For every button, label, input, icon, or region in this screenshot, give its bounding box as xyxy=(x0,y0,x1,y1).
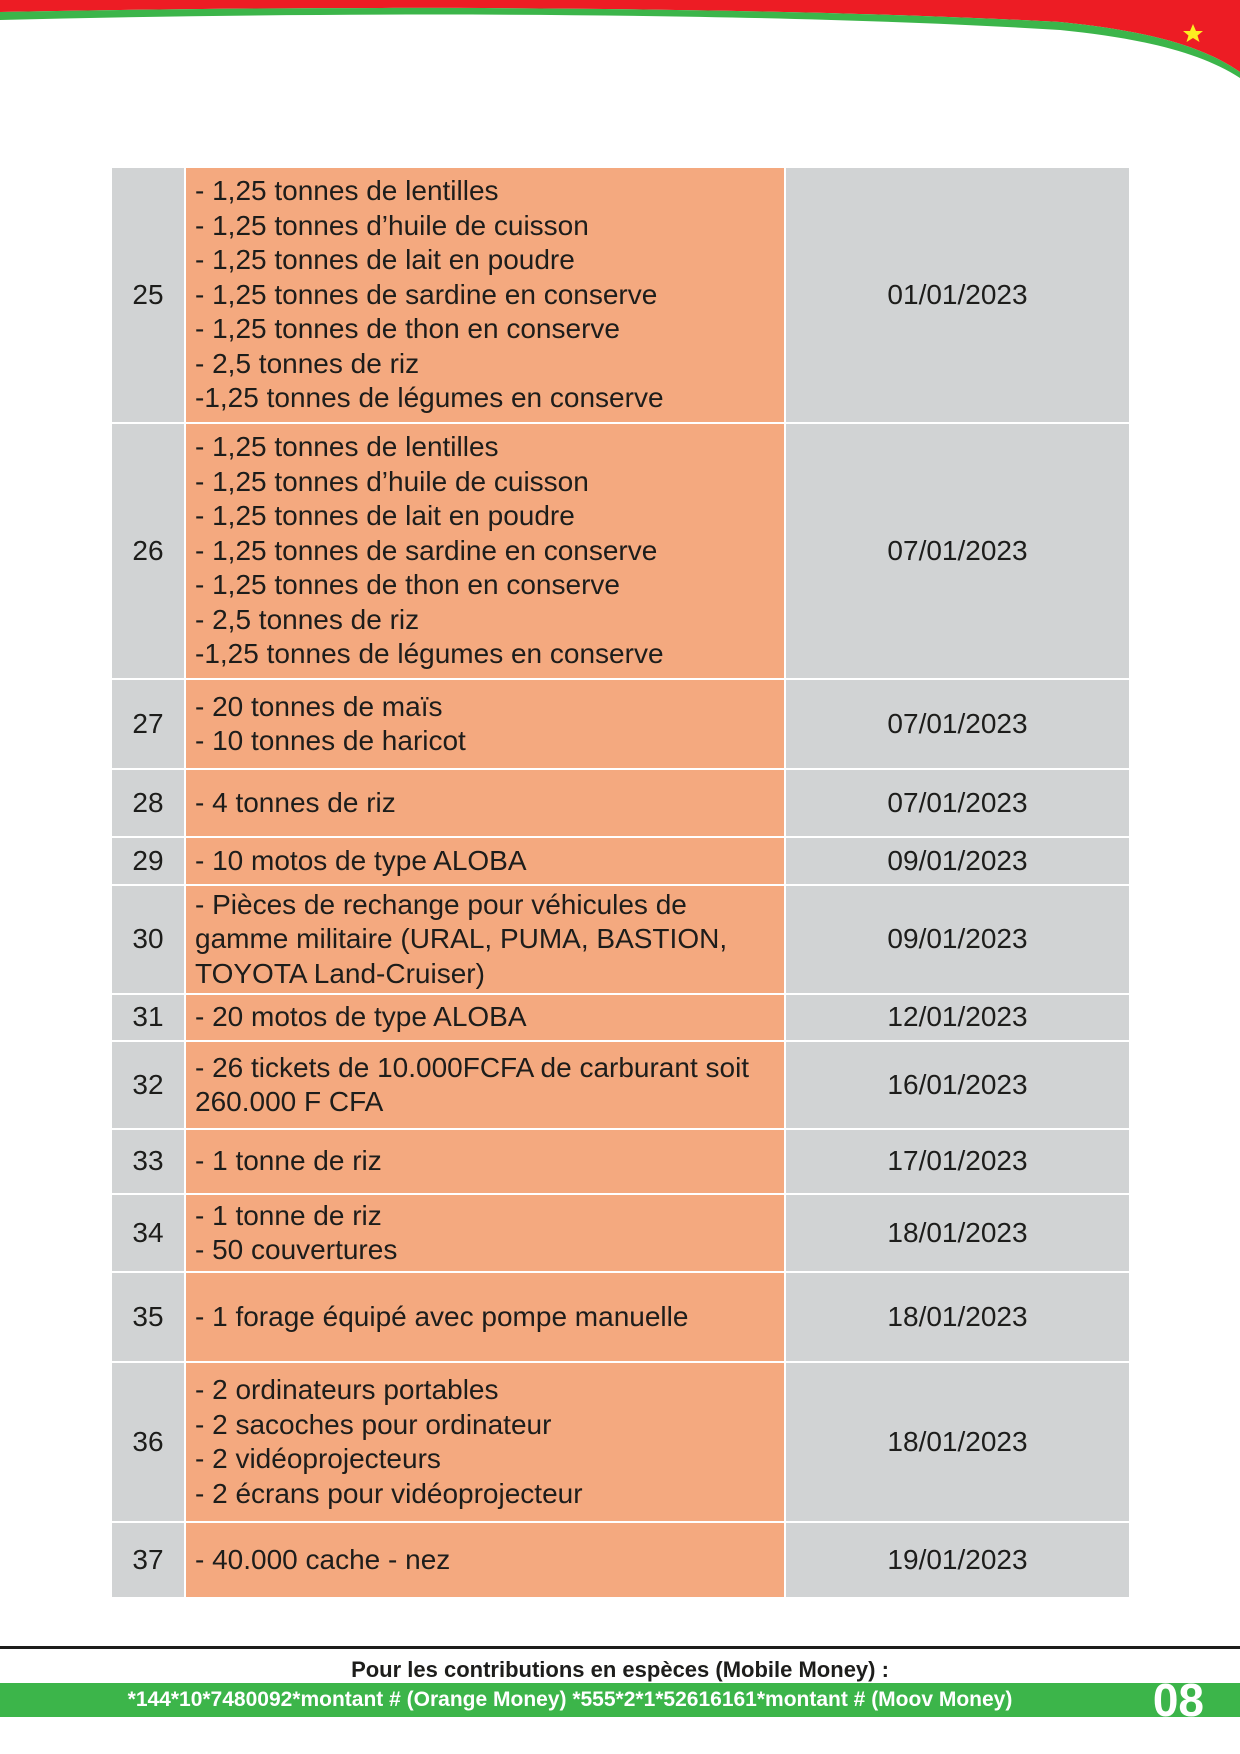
table-row xyxy=(112,1523,1129,1597)
item-line: - 1 tonne de riz xyxy=(195,1199,382,1231)
row-items xyxy=(186,680,784,768)
table-row xyxy=(112,770,1129,836)
footer-title: Pour les contributions en espèces (Mobile Money) : xyxy=(351,1657,889,1682)
row-number: 27 xyxy=(112,680,184,768)
item-line: - 2 sacoches pour ordinateur xyxy=(195,1408,552,1440)
row-date: 18/01/2023 xyxy=(786,1195,1129,1271)
item-line: - 20 motos de type ALOBA xyxy=(195,1001,527,1033)
item-line: - 2,5 tonnes de riz xyxy=(195,603,420,635)
row-number: 31 xyxy=(112,995,184,1040)
row-date: 01/01/2023 xyxy=(786,168,1129,422)
item-line: - 1 forage équipé avec pompe manuelle xyxy=(195,1300,689,1332)
header-flag-banner xyxy=(0,0,1240,90)
row-items xyxy=(186,1273,784,1361)
row-number: 25 xyxy=(112,168,184,422)
item-line: - 1,25 tonnes de lentilles xyxy=(195,175,499,207)
item-line: - 1 tonne de riz xyxy=(195,1145,382,1177)
item-line: - 2 ordinateurs portables xyxy=(195,1374,499,1405)
row-number: 33 xyxy=(112,1130,184,1193)
row-number: 34 xyxy=(112,1195,184,1271)
table-row xyxy=(112,1130,1129,1193)
item-line: - 1,25 tonnes de sardine en conserve xyxy=(195,534,658,566)
item-line: - 2,5 tonnes de riz xyxy=(195,347,420,379)
row-number: 37 xyxy=(112,1523,184,1597)
item-line: - 1,25 tonnes de lait en poudre xyxy=(195,244,575,276)
item-line: - 4 tonnes de riz xyxy=(195,786,396,818)
row-date: 09/01/2023 xyxy=(786,838,1129,884)
row-items xyxy=(186,1195,784,1271)
row-date: 18/01/2023 xyxy=(786,1273,1129,1361)
row-number: 36 xyxy=(112,1363,184,1521)
row-number: 35 xyxy=(112,1273,184,1361)
table-row xyxy=(112,1195,1129,1271)
row-items xyxy=(186,838,784,884)
table-row xyxy=(112,1042,1129,1128)
row-items xyxy=(186,1130,784,1193)
item-line: - 40.000 cache - nez xyxy=(195,1543,451,1575)
donations-table xyxy=(110,166,1131,1599)
table-row xyxy=(112,995,1129,1040)
table-row xyxy=(112,1273,1129,1361)
row-items xyxy=(186,1363,784,1521)
table-row xyxy=(112,424,1129,678)
mobile-money-codes: *144*10*7480092*montant # (Orange Money) *555*2*1*52616161*montant # (Moov Money) xyxy=(127,1688,1013,1711)
item-line: - 1,25 tonnes d’huile de cuisson xyxy=(195,209,589,241)
row-number: 26 xyxy=(112,424,184,678)
row-date: 07/01/2023 xyxy=(786,680,1129,768)
row-items xyxy=(186,995,784,1040)
footer-divider xyxy=(0,1646,1240,1649)
item-line: - 2 vidéoprojecteurs xyxy=(195,1443,441,1474)
row-date: 18/01/2023 xyxy=(786,1363,1129,1521)
row-items xyxy=(186,886,784,993)
table-row xyxy=(112,680,1129,768)
row-items xyxy=(186,1042,784,1128)
row-date: 12/01/2023 xyxy=(786,995,1129,1040)
donations-table-body xyxy=(112,168,1129,1597)
item-line: - 1,25 tonnes de thon en conserve xyxy=(195,569,620,601)
item-line: -1,25 tonnes de légumes en conserve xyxy=(195,382,664,414)
item-line: - 1,25 tonnes de lait en poudre xyxy=(195,500,575,532)
row-date: 07/01/2023 xyxy=(786,424,1129,678)
row-date: 16/01/2023 xyxy=(786,1042,1129,1128)
row-number: 30 xyxy=(112,886,184,993)
item-line: - 20 tonnes de maïs xyxy=(195,690,443,722)
footer-band xyxy=(0,1683,1240,1717)
row-items xyxy=(186,424,784,678)
item-line: - 1,25 tonnes de thon en conserve xyxy=(195,313,620,345)
row-items xyxy=(186,770,784,836)
table-row xyxy=(112,838,1129,884)
item-line: - 2 écrans pour vidéoprojecteur xyxy=(195,1477,583,1509)
item-line: - 1,25 tonnes de sardine en conserve xyxy=(195,278,658,310)
row-items xyxy=(186,168,784,422)
row-date: 17/01/2023 xyxy=(786,1130,1129,1193)
item-line: - 1,25 tonnes de lentilles xyxy=(195,431,499,463)
row-number: 29 xyxy=(112,838,184,884)
table-row xyxy=(112,168,1129,422)
row-number: 28 xyxy=(112,770,184,836)
item-line: - 1,25 tonnes d’huile de cuisson xyxy=(195,465,589,497)
item-line: - 10 motos de type ALOBA xyxy=(195,844,527,876)
row-date: 19/01/2023 xyxy=(786,1523,1129,1597)
row-date: 07/01/2023 xyxy=(786,770,1129,836)
table-row xyxy=(112,886,1129,993)
table-row xyxy=(112,1363,1129,1521)
item-line: - 10 tonnes de haricot xyxy=(195,725,466,756)
item-line: - 50 couvertures xyxy=(195,1234,398,1265)
item-line: -1,25 tonnes de légumes en conserve xyxy=(195,638,664,670)
page-number: 08 xyxy=(1152,1674,1204,1726)
item-line: - Pièces de rechange pour véhicules de gamme militaire (URAL, PUMA, BASTION, TOYOTA Land-Cruiser) xyxy=(195,888,728,989)
item-line: - 26 tickets de 10.000FCFA de carburant soit 260.000 F CFA xyxy=(195,1051,750,1117)
row-number: 32 xyxy=(112,1042,184,1128)
row-items xyxy=(186,1523,784,1597)
row-date: 09/01/2023 xyxy=(786,886,1129,993)
